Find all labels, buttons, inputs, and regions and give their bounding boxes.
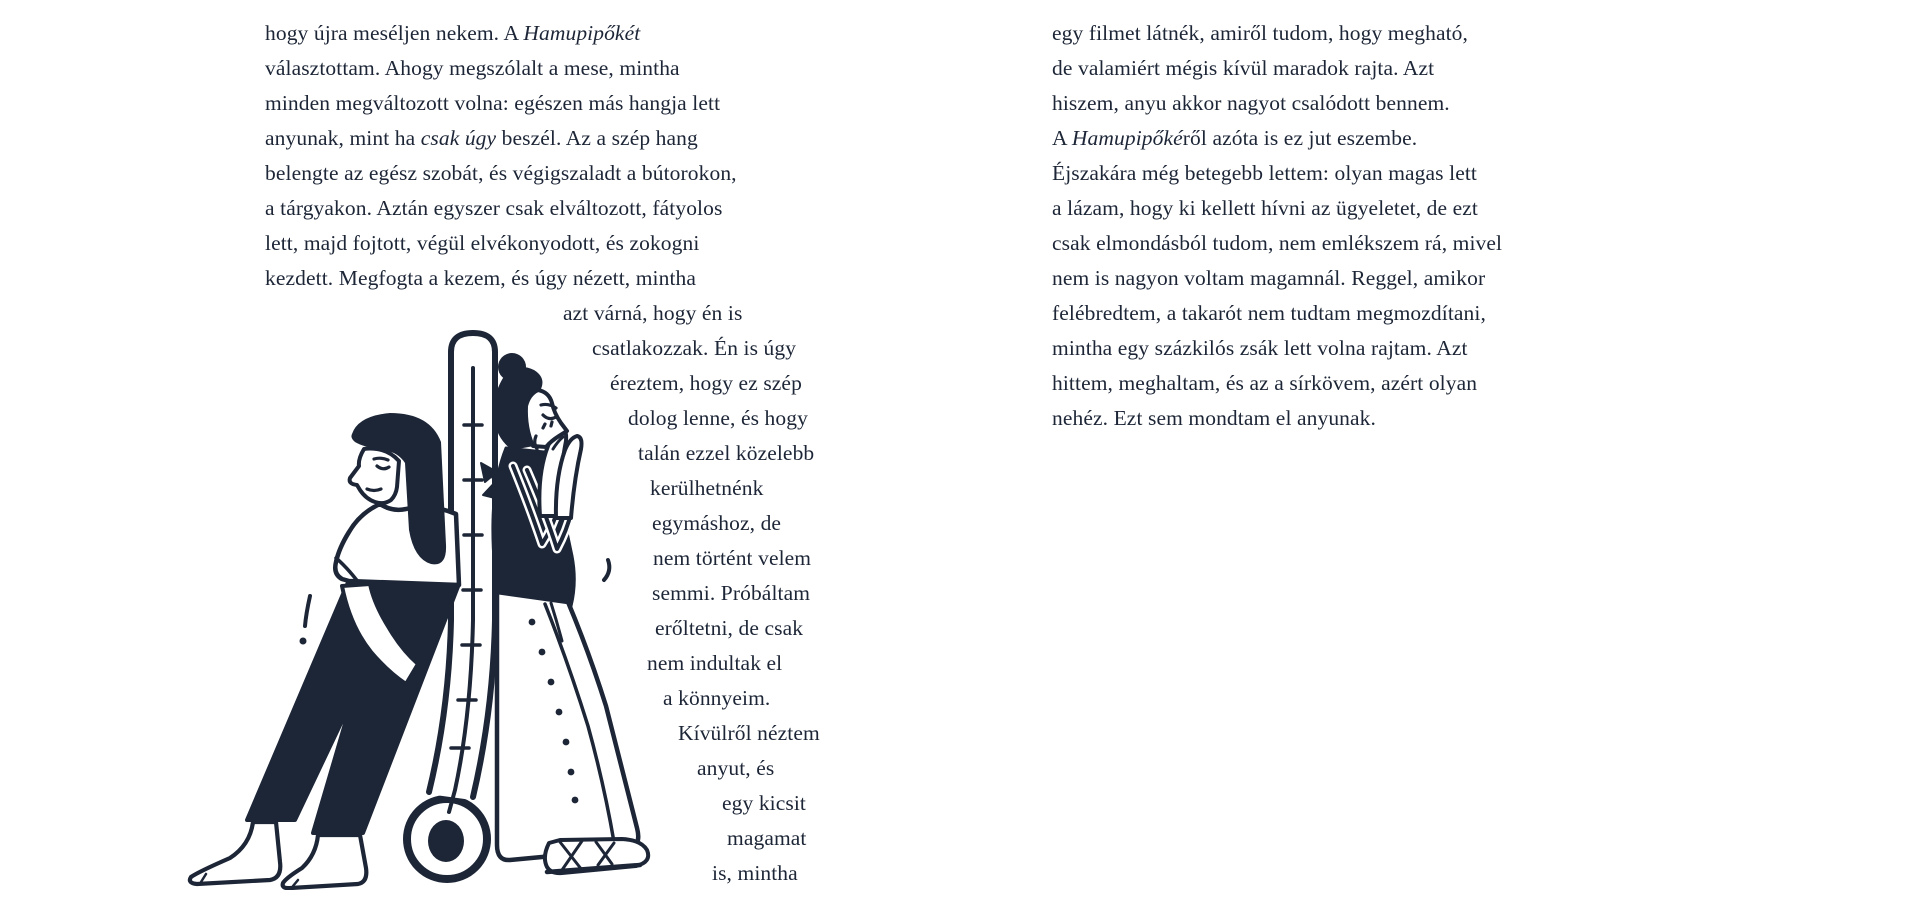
woman-sandal — [545, 839, 648, 873]
paragraph-line: Éjszakára még betegebb lettem: olyan magas lett — [1052, 161, 1477, 185]
woman-skirt — [497, 592, 638, 860]
motion-mark-dot — [300, 638, 307, 645]
wrapped-line: dolog lenne, és hogy — [628, 406, 808, 430]
paragraph-line: csak elmondásból tudom, nem emlékszem rá, mivel — [1052, 231, 1503, 255]
illustration-thermometer-figures — [150, 330, 690, 890]
paragraph-line: egy filmet látnék, amiről tudom, hogy megható, — [1052, 21, 1468, 45]
thermometer-mercury-bulb — [428, 820, 464, 862]
paragraph-line: a lázam, hogy ki kellett hívni az ügyeletet, de ezt — [1052, 196, 1478, 220]
paragraph-line: választottam. Ahogy megszólalt a mese, mintha — [265, 56, 680, 80]
paragraph-line: nem is nagyon voltam magamnál. Reggel, amikor — [1052, 266, 1486, 290]
paragraph-line: lett, majd fojtott, végül elvékonyodott, és zokogni — [265, 231, 700, 255]
motion-mark — [305, 596, 310, 626]
paragraph-line: A Hamupipőkéről azóta is ez jut eszembe. — [1052, 126, 1418, 150]
motion-mark — [604, 560, 609, 580]
wrapped-line: kerülhetnénk — [650, 476, 764, 500]
paragraph-line: a tárgyakon. Aztán egyszer csak elváltozott, fátyolos — [265, 196, 723, 220]
wrapped-line: is, mintha — [712, 861, 798, 885]
left-column — [265, 16, 737, 296]
wrapped-line: anyut, és — [697, 756, 775, 780]
paragraph-line: anyunak, mint ha csak úgy beszél. Az a szép hang — [265, 126, 698, 150]
paragraph-line: belengte az egész szobát, és végigszaladt a bútorokon, — [265, 161, 737, 185]
paragraph-line: kezdett. Megfogta a kezem, és úgy nézett, mintha — [265, 266, 697, 290]
paragraph-line: de valamiért mégis kívül maradok rajta. Azt — [1052, 56, 1435, 80]
right-column — [1052, 16, 1502, 436]
paragraph-line: hogy újra meséljen nekem. A Hamupipőkét — [265, 21, 641, 45]
wrapped-line: nem történt velem — [653, 546, 812, 570]
wrapped-line: éreztem, hogy ez szép — [610, 371, 802, 395]
wrapped-line: egymáshoz, de — [652, 511, 782, 535]
wrapped-line: a könnyeim. — [663, 686, 771, 710]
wrapped-line: Kívülről néztem — [678, 721, 820, 745]
wrapped-line: egy kicsit — [722, 791, 806, 815]
wrapped-line: magamat — [727, 826, 807, 850]
wrapped-line: erőltetni, de csak — [655, 616, 804, 640]
wrapped-line: azt várná, hogy én is — [563, 301, 743, 325]
paragraph-line: nehéz. Ezt sem mondtam el anyunak. — [1052, 406, 1376, 430]
paragraph-line: mintha egy százkilós zsák lett volna rajtam. Azt — [1052, 336, 1468, 360]
child-face — [350, 449, 399, 504]
paragraph-line: felébredtem, a takarót nem tudtam megmozdítani, — [1052, 301, 1486, 325]
wrapped-line: talán ezzel közelebb — [638, 441, 815, 465]
paragraph-line: hiszem, anyu akkor nagyot csalódott bennem. — [1052, 91, 1450, 115]
wrapped-line: semmi. Próbáltam — [652, 581, 811, 605]
paragraph-line: hittem, meghaltam, és az a sírkövem, azért olyan — [1052, 371, 1478, 395]
wrapped-line: csatlakozzak. Én is úgy — [592, 336, 797, 360]
woman-figure — [481, 353, 648, 873]
paragraph-line: minden megváltozott volna: egészen más hangja lett — [265, 91, 721, 115]
wrapped-line: nem indultak el — [647, 651, 783, 675]
